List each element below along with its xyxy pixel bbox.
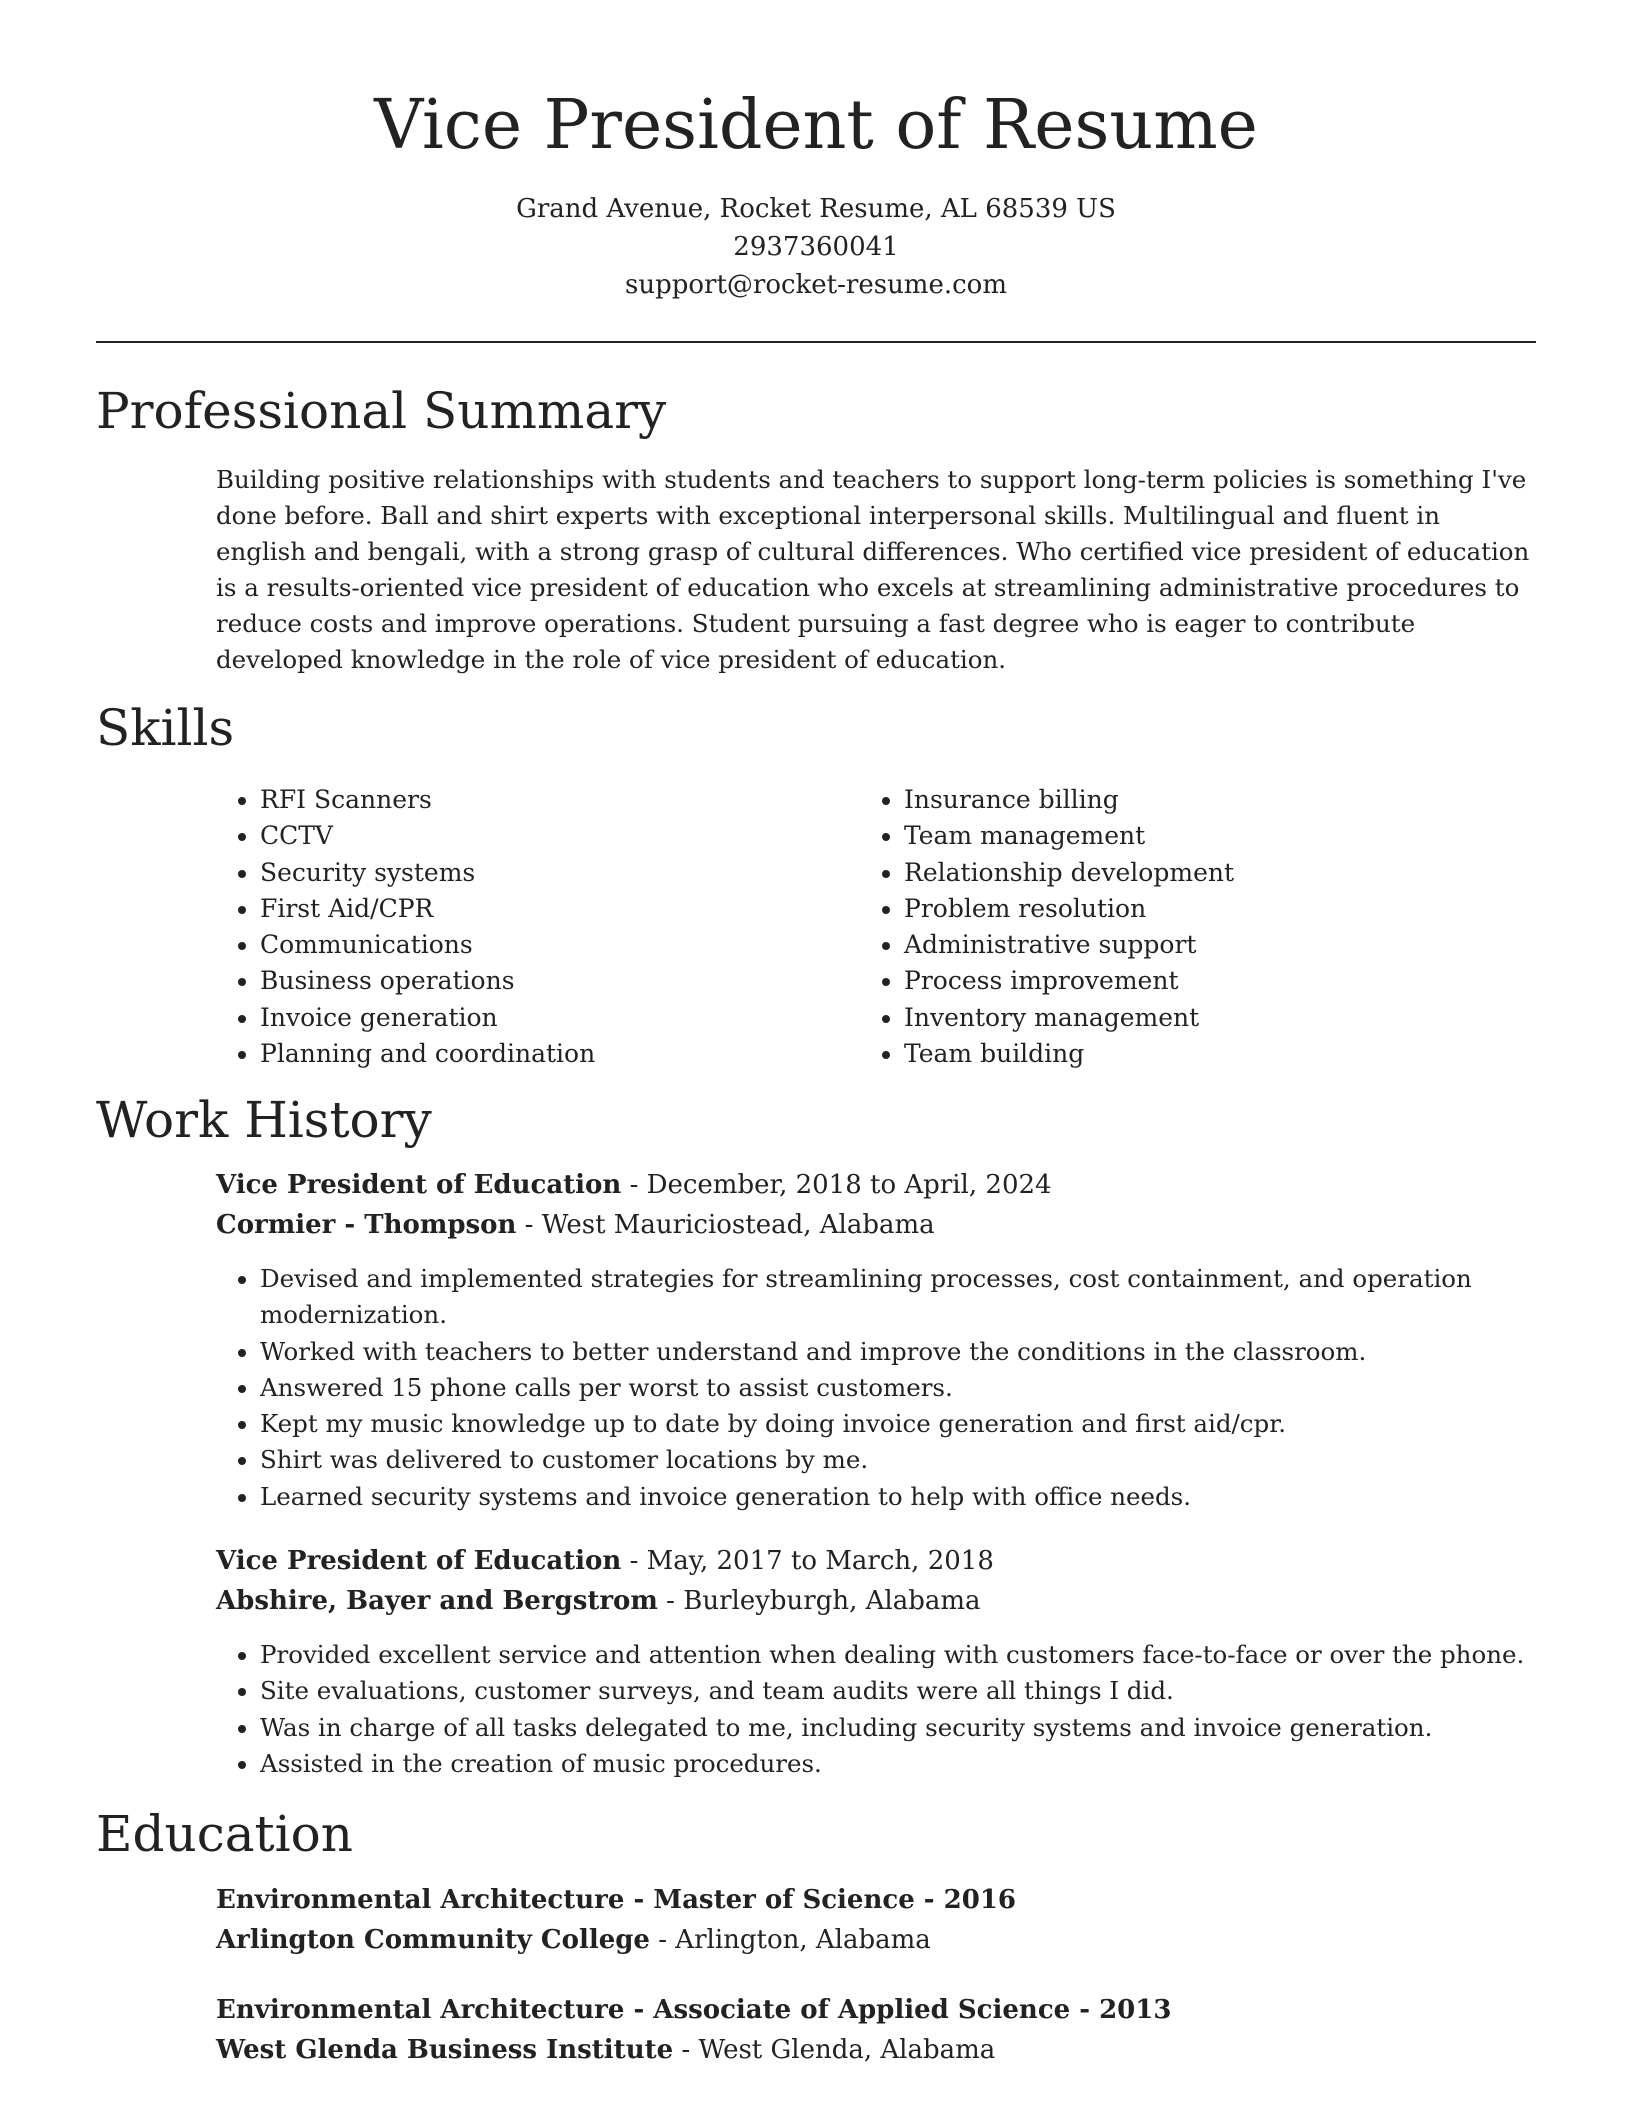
resume-header — [0, 0, 1632, 304]
education-degree: Environmental Architecture - Master of Science - 2016 — [216, 1885, 1017, 1915]
education-school: West Glenda Business Institute — [216, 2035, 674, 2065]
skill-item: • Security systems — [260, 855, 860, 891]
contact-info — [0, 190, 1632, 304]
work-history-heading: Work History — [96, 1091, 432, 1149]
summary-heading: Professional Summary — [96, 382, 667, 440]
education-location: - West Glenda, Alabama — [673, 2035, 996, 2065]
education-degree-line — [216, 1880, 1016, 1920]
job-bullet: • Site evaluations, customer surveys, and team audits were all things I did. — [260, 1673, 1580, 1709]
candidate-name: Vice President of Resume — [374, 86, 1258, 165]
job-company-line — [216, 1581, 981, 1621]
job-bullet: • Assisted in the creation of music procedures. — [260, 1746, 1580, 1782]
skill-item: • Team management — [904, 818, 1564, 854]
skill-item: • Insurance billing — [904, 782, 1564, 818]
skill-item: • Administrative support — [904, 927, 1564, 963]
job-bullet: • Worked with teachers to better understand and improve the conditions in the classroom. — [260, 1334, 1580, 1370]
phone: 2937360041 — [733, 232, 899, 262]
skill-item: • Inventory management — [904, 1000, 1564, 1036]
job-title-line — [216, 1165, 1052, 1205]
skill-item: • Communications — [260, 927, 860, 963]
address: Grand Avenue, Rocket Resume, AL 68539 US — [516, 194, 1116, 224]
job-bullet: • Was in charge of all tasks delegated to me, including security systems and invoice generation. — [260, 1710, 1580, 1746]
skills-list-right — [860, 782, 1564, 1072]
job-location: - Burleyburgh, Alabama — [657, 1586, 981, 1616]
job-bullet: • Shirt was delivered to customer locations by me. — [260, 1442, 1580, 1478]
skills-list-left — [216, 782, 860, 1072]
skill-item: • Team building — [904, 1036, 1564, 1072]
skill-item: • Planning and coordination — [260, 1036, 860, 1072]
job-title-line — [216, 1541, 994, 1581]
skill-item: • Invoice generation — [260, 1000, 860, 1036]
job-dates: - December, 2018 to April, 2024 — [621, 1170, 1052, 1200]
skills-heading: Skills — [96, 699, 235, 757]
job-title: Vice President of Education — [216, 1546, 622, 1576]
job-location: - West Mauriciostead, Alabama — [516, 1210, 935, 1240]
job-title: Vice President of Education — [216, 1170, 622, 1200]
skill-item: • Process improvement — [904, 963, 1564, 999]
job-bullet: • Kept my music knowledge up to date by doing invoice generation and first aid/cpr. — [260, 1406, 1580, 1442]
job-company: Abshire, Bayer and Bergstrom — [216, 1586, 658, 1616]
skill-item: • Business operations — [260, 963, 860, 999]
skill-item: • Relationship development — [904, 855, 1564, 891]
education-degree-line — [216, 1990, 1171, 2030]
job-dates: - May, 2017 to March, 2018 — [621, 1546, 994, 1576]
job-bullets — [216, 1637, 1580, 1782]
education-location: - Arlington, Alabama — [649, 1925, 931, 1955]
education-school-line — [216, 1920, 931, 1960]
education-heading: Education — [96, 1805, 353, 1863]
job-company: Cormier - Thompson — [216, 1210, 517, 1240]
summary-text: Building positive relationships with students and teachers to support long-term policies is something I've done before. Ball and shirt experts with exceptional interpersonal skills. Multilingual and fluent in english and bengali, with a strong grasp of cultural differences. Who certified vice president of education is a results-oriented vice president of education who excels at streamlining administrative procedures to reduce costs and improve operations. Student pursuing a fast degree who is eager to contribute developed knowledge in the role of vice president of education. — [216, 465, 1530, 674]
job-bullet: • Learned security systems and invoice generation to help with office needs. — [260, 1479, 1580, 1515]
education-degree: Environmental Architecture - Associate of Applied Science - 2013 — [216, 1995, 1172, 2025]
skill-item: • RFI Scanners — [260, 782, 860, 818]
job-bullets — [216, 1261, 1580, 1515]
education-school-line — [216, 2030, 995, 2070]
skill-item: • CCTV — [260, 818, 860, 854]
job-bullet: • Devised and implemented strategies for streamlining processes, cost containment, and operation modernization. — [260, 1261, 1580, 1334]
education-school: Arlington Community College — [216, 1925, 650, 1955]
job-bullet: • Answered 15 phone calls per worst to assist customers. — [260, 1370, 1580, 1406]
header-divider — [96, 341, 1536, 343]
job-company-line — [216, 1205, 935, 1245]
email: support@rocket-resume.com — [624, 270, 1007, 300]
job-bullet: • Provided excellent service and attention when dealing with customers face-to-face or over the phone. — [260, 1637, 1580, 1673]
skill-item: • Problem resolution — [904, 891, 1564, 927]
skill-item: • First Aid/CPR — [260, 891, 860, 927]
